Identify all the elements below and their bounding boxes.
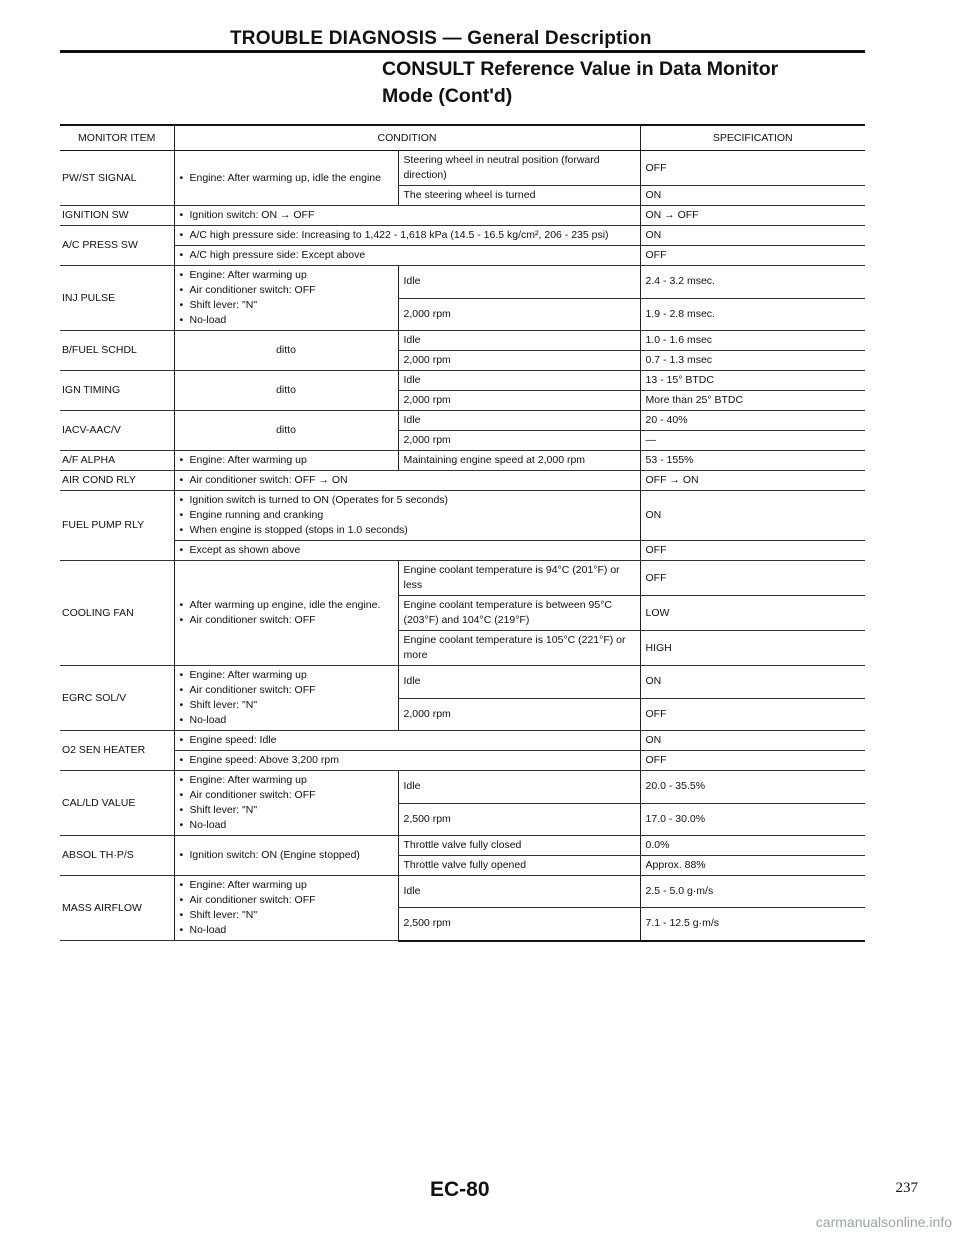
- table-row: [60, 491, 865, 541]
- spec-cell: ON: [640, 666, 865, 699]
- monitor-item: PW/ST SIGNAL: [60, 151, 174, 206]
- sub-condition-cell: Idle: [398, 371, 640, 391]
- condition-bullet: • Shift lever: "N": [180, 698, 393, 713]
- monitor-item: EGRC SOL/V: [60, 666, 174, 731]
- condition-cell: [174, 471, 640, 491]
- condition-bullet: • No-load: [180, 713, 393, 728]
- spec-cell: 20 - 40%: [640, 411, 865, 431]
- sub-condition-cell: Throttle valve fully closed: [398, 836, 640, 856]
- condition-bullet: • Engine: After warming up: [180, 878, 393, 893]
- sub-condition-cell: Steering wheel in neutral position (forward direction): [398, 151, 640, 186]
- condition-cell: [174, 836, 398, 876]
- sub-condition-cell: 2,000 rpm: [398, 391, 640, 411]
- condition-bullet: • Engine speed: Above 3,200 rpm: [180, 753, 635, 768]
- condition-bullet: • Air conditioner switch: OFF → ON: [180, 473, 635, 488]
- condition-bullet: • No-load: [180, 923, 393, 938]
- monitor-item: IGN TIMING: [60, 371, 174, 411]
- spec-cell: 20.0 - 35.5%: [640, 771, 865, 804]
- condition-bullet: • Air conditioner switch: OFF: [180, 893, 393, 908]
- condition-bullet: • Air conditioner switch: OFF: [180, 683, 393, 698]
- condition-bullet: • Engine: After warming up: [180, 268, 393, 283]
- spec-cell: 1.0 - 1.6 msec: [640, 331, 865, 351]
- table-row: [60, 471, 865, 491]
- condition-bullet: • Shift lever: "N": [180, 908, 393, 923]
- sub-condition-cell: Throttle valve fully opened: [398, 856, 640, 876]
- condition-bullet: • Engine: After warming up: [180, 668, 393, 683]
- monitor-item: FUEL PUMP RLY: [60, 491, 174, 561]
- table-row: [60, 206, 865, 226]
- sub-condition-cell: Engine coolant temperature is 105°C (221°F) or more: [398, 631, 640, 666]
- header-divider: [60, 50, 865, 53]
- spec-cell: OFF: [640, 541, 865, 561]
- monitor-item: B/FUEL SCHDL: [60, 331, 174, 371]
- spec-cell: HIGH: [640, 631, 865, 666]
- table-row: [60, 451, 865, 471]
- sub-condition-cell: 2,000 rpm: [398, 698, 640, 731]
- monitor-item: COOLING FAN: [60, 561, 174, 666]
- condition-bullet: • Ignition switch is turned to ON (Operates for 5 seconds): [180, 493, 635, 508]
- condition-bullet: • A/C high pressure side: Increasing to 1,422 - 1,618 kPa (14.5 - 16.5 kg/cm², 206 - 235 psi): [180, 228, 635, 243]
- page-number: 237: [895, 1180, 918, 1196]
- condition-bullet: • Engine: After warming up: [180, 453, 393, 468]
- spec-cell: 0.0%: [640, 836, 865, 856]
- sub-condition-cell: Engine coolant temperature is between 95°C (203°F) and 104°C (219°F): [398, 596, 640, 631]
- monitor-item: A/F ALPHA: [60, 451, 174, 471]
- table-row: [60, 266, 865, 299]
- table-row: [60, 411, 865, 431]
- spec-cell: ON → OFF: [640, 206, 865, 226]
- spec-cell: Approx. 88%: [640, 856, 865, 876]
- spec-cell: 7.1 - 12.5 g·m/s: [640, 908, 865, 941]
- condition-bullet: • No-load: [180, 818, 393, 833]
- sub-condition-cell: Idle: [398, 876, 640, 908]
- condition-cell: [174, 561, 398, 666]
- table-row: [60, 561, 865, 596]
- condition-cell: [174, 731, 640, 751]
- spec-cell: 13 - 15° BTDC: [640, 371, 865, 391]
- condition-bullet: • Engine: After warming up: [180, 773, 393, 788]
- condition-cell: [174, 541, 640, 561]
- spec-cell: 17.0 - 30.0%: [640, 803, 865, 836]
- spec-cell: OFF → ON: [640, 471, 865, 491]
- sub-condition-cell: 2,000 rpm: [398, 351, 640, 371]
- condition-cell: [174, 266, 398, 331]
- condition-bullet: • Air conditioner switch: OFF: [180, 788, 393, 803]
- condition-cell: [174, 876, 398, 941]
- spec-cell: 1.9 - 2.8 msec.: [640, 298, 865, 331]
- table-row: [60, 151, 865, 186]
- page-code: EC-80: [430, 1178, 490, 1201]
- condition-bullet: • Engine: After warming up, idle the engine: [180, 171, 393, 186]
- monitor-item: AIR COND RLY: [60, 471, 174, 491]
- col-header-condition: CONDITION: [174, 125, 640, 151]
- table-header-row: [60, 125, 865, 151]
- spec-cell: ON: [640, 731, 865, 751]
- section-title: [382, 56, 778, 110]
- table-row: [60, 836, 865, 856]
- sub-condition-cell: The steering wheel is turned: [398, 186, 640, 206]
- condition-cell: [174, 751, 640, 771]
- sub-condition-cell: 2,500 rpm: [398, 803, 640, 836]
- sub-condition-cell: Idle: [398, 331, 640, 351]
- monitor-item: IGNITION SW: [60, 206, 174, 226]
- table-row: [60, 751, 865, 771]
- sub-condition-cell: 2,000 rpm: [398, 298, 640, 331]
- table-row: [60, 666, 865, 699]
- condition-cell: [174, 206, 640, 226]
- spec-cell: OFF: [640, 246, 865, 266]
- condition-cell: [174, 226, 640, 246]
- monitor-item: MASS AIRFLOW: [60, 876, 174, 941]
- condition-cell: [174, 491, 640, 541]
- section-title-line-2: Mode (Cont'd): [382, 85, 513, 107]
- spec-cell: 53 - 155%: [640, 451, 865, 471]
- condition-cell: [174, 151, 398, 206]
- spec-cell: 2.5 - 5.0 g·m/s: [640, 876, 865, 908]
- spec-cell: OFF: [640, 561, 865, 596]
- condition-cell: [174, 771, 398, 836]
- condition-bullet: • Engine running and cranking: [180, 508, 635, 523]
- condition-bullet: • Except as shown above: [180, 543, 635, 558]
- table-row: [60, 876, 865, 908]
- watermark-text: carmanualsonline.info: [815, 1214, 952, 1230]
- sub-condition-cell: Maintaining engine speed at 2,000 rpm: [398, 451, 640, 471]
- spec-cell: OFF: [640, 698, 865, 731]
- spec-cell: More than 25° BTDC: [640, 391, 865, 411]
- sub-condition-cell: Idle: [398, 771, 640, 804]
- condition-bullet: • Shift lever: "N": [180, 298, 393, 313]
- condition-cell: [174, 666, 398, 731]
- sub-condition-cell: Idle: [398, 411, 640, 431]
- condition-bullet: • After warming up engine, idle the engine.: [180, 598, 393, 613]
- condition-cell: [174, 246, 640, 266]
- table-row: [60, 226, 865, 246]
- sub-condition-cell: Idle: [398, 666, 640, 699]
- spec-cell: OFF: [640, 751, 865, 771]
- spec-cell: ON: [640, 226, 865, 246]
- table-row: [60, 731, 865, 751]
- condition-bullet: • Air conditioner switch: OFF: [180, 283, 393, 298]
- table-row: [60, 771, 865, 804]
- sub-condition-cell: Idle: [398, 266, 640, 299]
- spec-cell: ON: [640, 186, 865, 206]
- spec-cell: ON: [640, 491, 865, 541]
- spec-cell: 2.4 - 3.2 msec.: [640, 266, 865, 299]
- table-row: [60, 541, 865, 561]
- table-row: [60, 371, 865, 391]
- spec-cell: 0.7 - 1.3 msec: [640, 351, 865, 371]
- monitor-item: IACV-AAC/V: [60, 411, 174, 451]
- reference-value-table: [60, 124, 865, 942]
- monitor-item: CAL/LD VALUE: [60, 771, 174, 836]
- sub-condition-cell: Engine coolant temperature is 94°C (201°F) or less: [398, 561, 640, 596]
- monitor-item: INJ PULSE: [60, 266, 174, 331]
- condition-bullet: • When engine is stopped (stops in 1.0 seconds): [180, 523, 635, 538]
- condition-bullet: • Air conditioner switch: OFF: [180, 613, 393, 628]
- col-header-monitor-item: MONITOR ITEM: [60, 125, 174, 151]
- condition-bullet: • Ignition switch: ON → OFF: [180, 208, 635, 223]
- sub-condition-cell: 2,500 rpm: [398, 908, 640, 941]
- monitor-item: ABSOL TH·P/S: [60, 836, 174, 876]
- section-title-line-1: CONSULT Reference Value in Data Monitor: [382, 58, 779, 80]
- spec-cell: OFF: [640, 151, 865, 186]
- col-header-specification: SPECIFICATION: [640, 125, 865, 151]
- monitor-item: A/C PRESS SW: [60, 226, 174, 266]
- table-row: [60, 331, 865, 351]
- condition-bullet: • Shift lever: "N": [180, 803, 393, 818]
- condition-cell: [174, 451, 398, 471]
- condition-cell: ditto: [174, 371, 398, 411]
- condition-bullet: • No-load: [180, 313, 393, 328]
- spec-cell: —: [640, 431, 865, 451]
- condition-bullet: • Engine speed: Idle: [180, 733, 635, 748]
- sub-condition-cell: 2,000 rpm: [398, 431, 640, 451]
- page-header-title: TROUBLE DIAGNOSIS — General Description: [230, 28, 652, 49]
- spec-cell: LOW: [640, 596, 865, 631]
- monitor-item: O2 SEN HEATER: [60, 731, 174, 771]
- condition-bullet: • A/C high pressure side: Except above: [180, 248, 635, 263]
- condition-cell: ditto: [174, 331, 398, 371]
- table-row: [60, 246, 865, 266]
- condition-bullet: • Ignition switch: ON (Engine stopped): [180, 848, 393, 863]
- condition-cell: ditto: [174, 411, 398, 451]
